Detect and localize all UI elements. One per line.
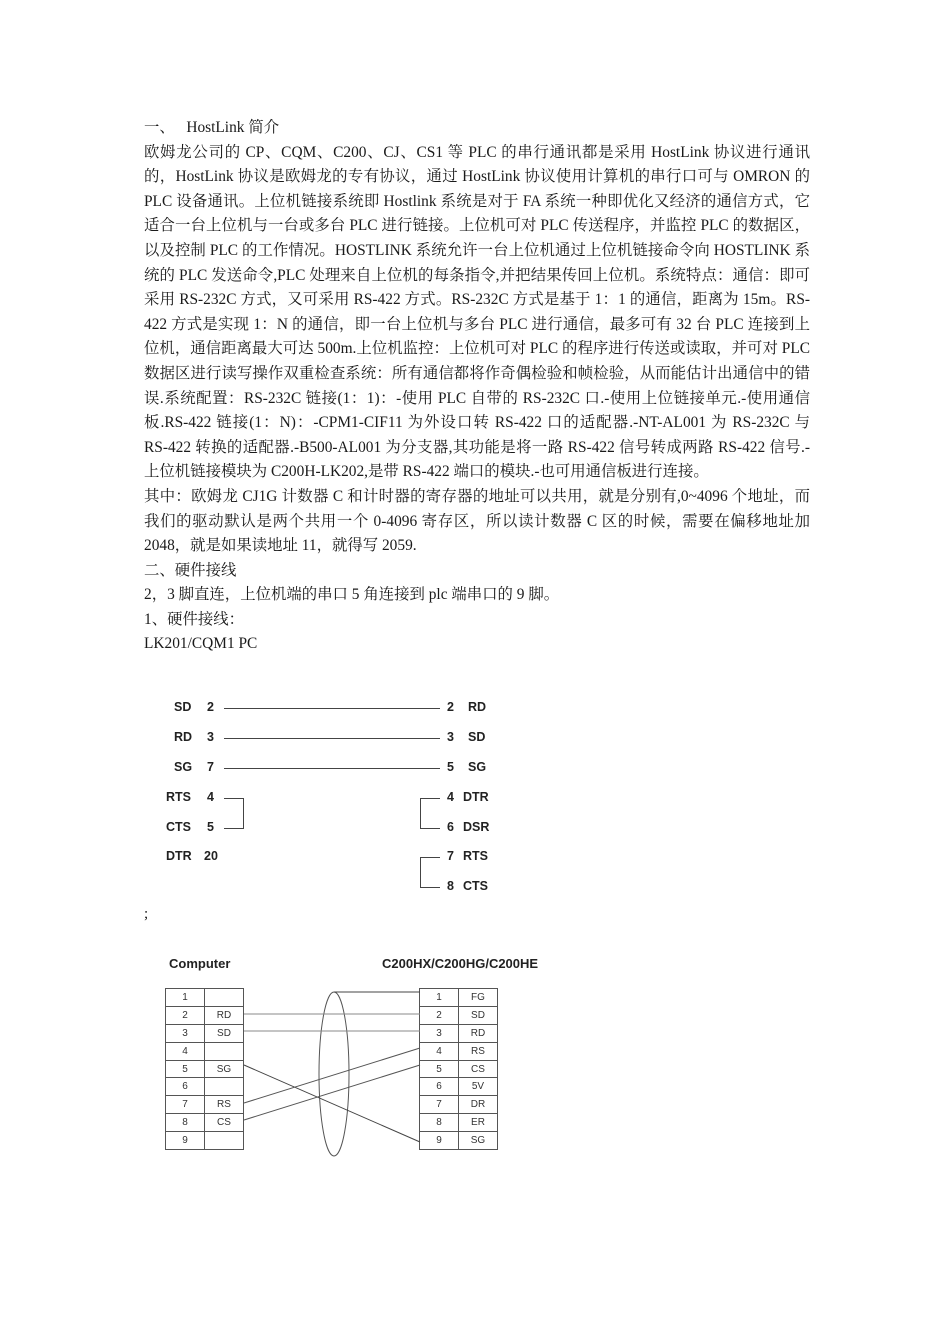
d1-left-signal: DTR [166,849,192,863]
d1-right-pin: 5 [447,760,454,774]
d1-right-signal: DTR [463,790,489,804]
pin-signal: RD [205,1006,244,1024]
pin-signal: CS [459,1060,498,1078]
d1-right-pin: 4 [447,790,454,804]
loop-cts-right [420,887,440,888]
pin-signal: SG [205,1060,244,1078]
pin-signal: FG [459,989,498,1007]
pin-signal: DR [459,1096,498,1114]
pin-number: 6 [166,1078,205,1096]
d1-right-pin: 7 [447,849,454,863]
pin-signal: SD [459,1006,498,1024]
pin-number: 1 [420,989,459,1007]
wiring-diagram-c200hx [160,950,560,1170]
c200hx-title: C200HX/C200HG/C200HE [382,956,539,971]
d1-right-pin: 6 [447,820,454,834]
pin-number: 3 [420,1024,459,1042]
pin-signal: ER [459,1114,498,1132]
pin-number: 4 [420,1042,459,1060]
cable-wires [160,950,560,1170]
loop-dsr [420,828,440,829]
pin-number: 9 [420,1132,459,1150]
d1-right-signal: RTS [463,849,488,863]
d1-left-pin: 7 [207,760,214,774]
d1-left-signal: RD [174,730,193,744]
pin-number: 2 [420,1006,459,1024]
pin-signal: RS [205,1096,244,1114]
wire-sd-rd [224,708,440,709]
pin-signal: RS [459,1042,498,1060]
section1-heading: 一、 HostLink 简介 [144,119,280,136]
d1-left-pin: 5 [207,820,214,834]
paragraph-hostlink-intro: 欧姆龙公司的 CP、CQM、C200、CJ、CS1 等 PLC 的串行通讯都是采用 HostLink 协议进行通讯的，HostLink 协议是欧姆龙的专有协议，通过 HostLink 协议使用计算机的串行口可与 OMRON 的 PLC 设备通讯。上位机链接系统即 Hostlink 系统是对于 FA 系统一种即优化又经济的通信方式，它适合一台上位机与一台或多台 PLC 进行链接。上位机可对 PLC 传送程序，并监控 PLC 的数据区，以及控制 PLC 的工作情况。HOSTLINK 系统允许一台上位机通过上位机链接命令向 HOSTLINK 系统的 PLC 发送命令,PLC 处理来自上位机的每条指令,并把结果传回上位机。系统特点：通信：即可采用 RS-232C 方式，又可采用 RS-422 方式。RS-232C 方式是基于 1：1 的通信，距离为 15m。RS-422 方式是实现 1：N 的通信，即一台上位机与多台 PLC 进行通信，最多可有 32 台 PLC 连接到上位机，通信距离最大可达 500m.上位机监控：上位机可对 PLC 的程序进行传送或读取，并可对 PLC 数据区进行读写操作双重检查系统：所有通信都将作奇偶检验和帧检验，从而能估计出通信中的错误.系统配置：RS-232C 链接(1：1)：-使用 PLC 自带的 RS-232C 口.-使用上位链接单元.-使用通信板.RS-422 链接(1：N)：-CPM1-CIF11 为外设口转 RS-422 口的适配器.-NT-AL001 为 RS-232C 与 RS-422 转换的适配器.-B500-AL001 为分支器,其功能是将一路 RS-422 信号转成两路 RS-422 信号.-上位机链接模块为 C200H-LK202,是带 RS-422 端口的模块.-也可用通信板进行连接。 [144,143,810,481]
wire-cs-cs [244,1065,420,1120]
pin-number: 7 [420,1096,459,1114]
d1-left-signal: CTS [166,820,191,834]
d1-left-signal: SD [174,700,192,714]
pin-number: 9 [166,1132,205,1150]
pin-number: 7 [166,1096,205,1114]
paragraph-cj1g-address: 其中：欧姆龙 CJ1G 计数器 C 和计时器的寄存器的地址可以共用，就是分别有,0~4096 个地址，而我们的驱动默认是两个共用一个 0-4096 寄存区，所以读计数器 C 区的时候，需要在偏移地址加 2048，就是如果读地址 11，就得写 2059. [144,487,810,555]
d1-right-pin: 2 [447,700,454,714]
d1-left-signal: SG [174,760,193,774]
diagram1-caption: LK201/CQM1 PC [144,635,258,653]
d1-right-pin: 3 [447,730,454,744]
d1-right-signal: RD [468,700,487,714]
loop-cts [224,828,244,829]
section2-heading: 二、硬件接线 [144,561,237,579]
wire-rd-sd [224,738,440,739]
d1-right-signal: SG [468,760,487,774]
d1-right-pin: 8 [447,879,454,893]
pin-number: 8 [420,1114,459,1132]
wiring-diagram-lk201 [160,696,500,896]
separator: ; [144,906,149,922]
loop-rts-cts-right-vertical [420,857,421,888]
d1-left-pin: 4 [207,790,214,804]
pin-number: 2 [166,1006,205,1024]
pin-signal: CS [205,1114,244,1132]
loop-rts-right [420,857,440,858]
d1-right-signal: SD [468,730,486,744]
d1-left-pin: 20 [204,849,218,863]
wire-sg-sg [224,768,440,769]
pin-number: 6 [420,1078,459,1096]
pin-number: 4 [166,1042,205,1060]
pin-number: 5 [420,1060,459,1078]
d1-right-signal: CTS [463,879,488,893]
pin-signal: SD [205,1024,244,1042]
pin-number: 3 [166,1024,205,1042]
paragraph-wiring-note: 2，3 脚直连，上位机端的串口 5 角连接到 plc 端串口的 9 脚。 [144,586,560,604]
subheading-hardware-wiring: 1、硬件接线： [144,610,245,628]
loop-rts-cts-vertical [243,798,244,829]
computer-title: Computer [169,956,231,971]
d1-left-pin: 3 [207,730,214,744]
pin-number: 5 [166,1060,205,1078]
document-body [144,116,810,657]
loop-dtr-dsr-vertical [420,798,421,829]
pin-number: 1 [166,989,205,1007]
pin-number: 8 [166,1114,205,1132]
d1-left-signal: RTS [166,790,191,804]
d1-left-pin: 2 [207,700,214,714]
loop-rts [224,798,244,799]
pin-signal: 5V [459,1078,498,1096]
wire-sg-sg [244,1065,420,1142]
shield-ellipse [319,992,349,1156]
wire-rs-rs [244,1048,420,1103]
loop-dtr [420,798,440,799]
pin-signal: SG [459,1132,498,1150]
pin-signal: RD [459,1024,498,1042]
d1-right-signal: DSR [463,820,490,834]
